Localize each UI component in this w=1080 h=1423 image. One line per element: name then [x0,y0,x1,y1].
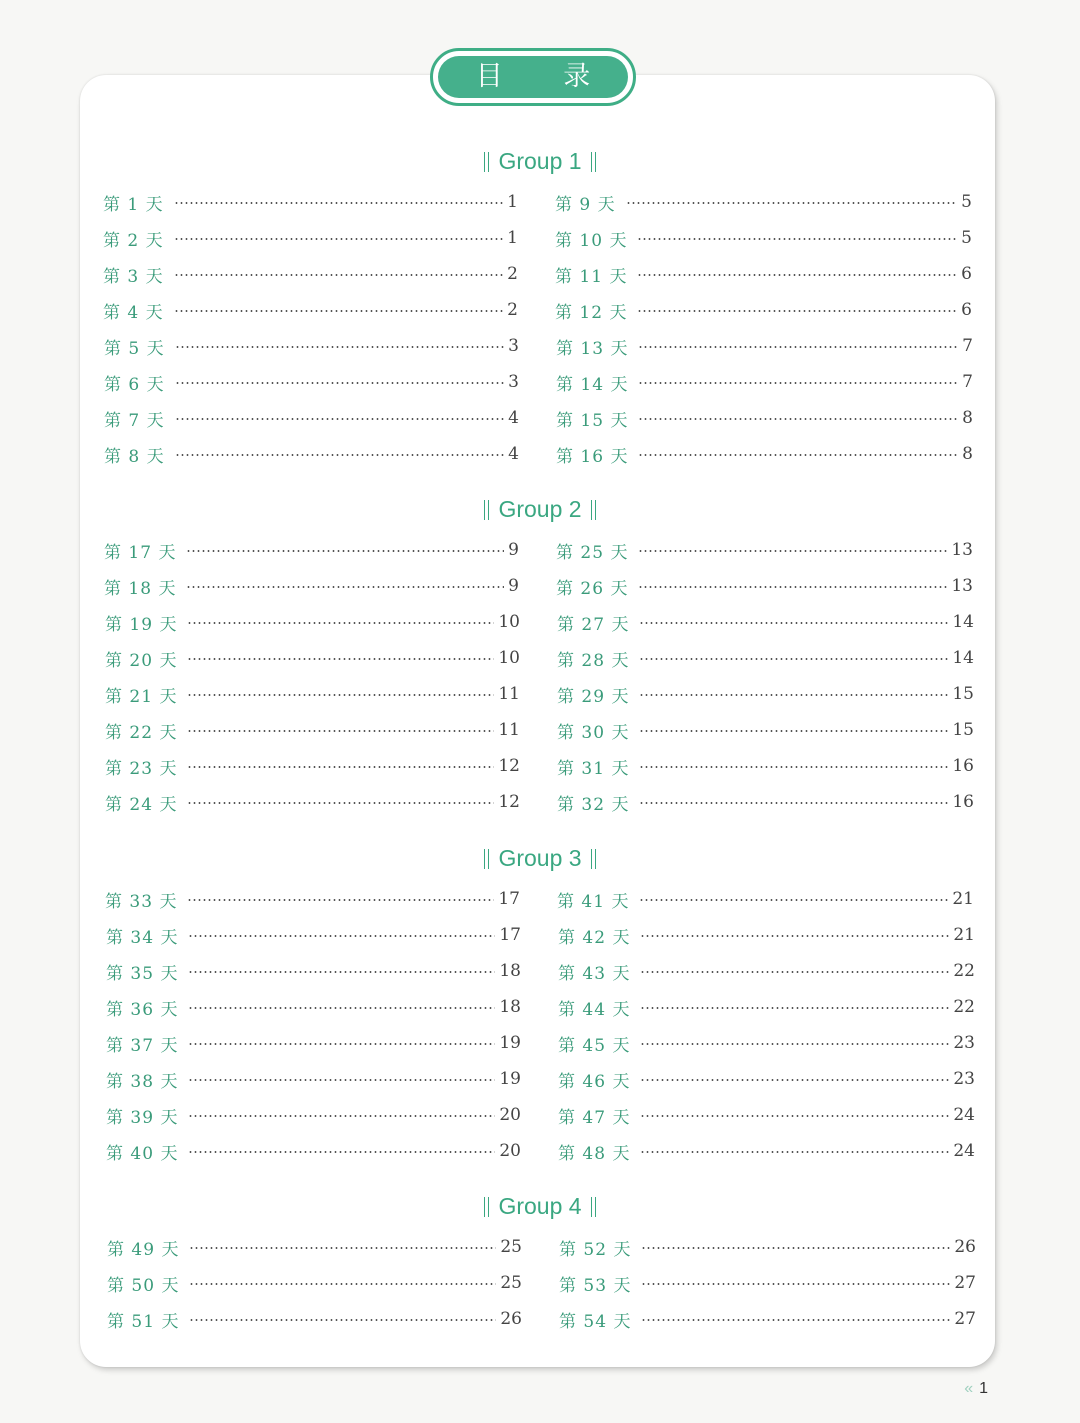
toc-entry-page: 8 [962,408,973,428]
dot-leader [641,1319,950,1321]
toc-entry-label: 第 13 天 [556,338,629,359]
dot-leader [188,1007,495,1009]
toc-entry-page: 24 [953,1141,975,1161]
toc-entry-label: 第 45 天 [558,1035,631,1056]
dot-leader [174,274,504,276]
toc-entry[interactable] [556,572,973,600]
toc-entry[interactable] [106,957,521,985]
toc-entry[interactable] [556,368,973,396]
toc-entry-page: 14 [952,612,974,632]
dot-leader [187,802,494,804]
toc-entry-label: 第 41 天 [557,891,630,912]
toc-entry[interactable] [555,260,972,288]
dot-leader [187,694,494,696]
group-heading [0,1191,1080,1221]
dot-leader [639,802,948,804]
toc-entry-label: 第 31 天 [557,758,630,779]
toc-entry[interactable] [555,188,972,216]
group-heading-text: Group 1 [498,148,582,174]
toc-entry-label: 第 11 天 [555,266,628,287]
toc-entry-label: 第 32 天 [557,794,630,815]
group-heading [0,494,1080,524]
toc-entry-page: 1 [507,228,518,248]
toc-entry[interactable] [558,1065,975,1093]
group-heading [0,146,1080,176]
toc-entry[interactable] [103,188,518,216]
toc-entry[interactable] [105,644,520,672]
double-bar-ornament [591,500,596,520]
toc-entry-page: 9 [508,540,519,560]
toc-entry-label: 第 30 天 [557,722,630,743]
double-bar-ornament [484,849,489,869]
dot-leader [640,935,949,937]
toc-entry-page: 23 [953,1033,975,1053]
toc-entry-label: 第 27 天 [557,614,630,635]
toc-entry-label: 第 19 天 [105,614,178,635]
dot-leader [175,382,505,384]
toc-entry-label: 第 38 天 [106,1071,179,1092]
toc-entry[interactable] [557,885,974,913]
dot-leader [175,346,505,348]
dot-leader [187,622,494,624]
toc-entry-label: 第 3 天 [103,266,164,287]
toc-entry-label: 第 10 天 [555,230,628,251]
toc-entry-label: 第 33 天 [105,891,178,912]
toc-entry-label: 第 47 天 [558,1107,631,1128]
toc-entry-label: 第 16 天 [556,446,629,467]
toc-entry-page: 21 [952,889,974,909]
dot-leader [187,730,494,732]
toc-entry[interactable] [557,680,974,708]
toc-entry[interactable] [558,1137,975,1165]
toc-entry-page: 11 [498,720,520,740]
dot-leader [641,1283,950,1285]
toc-entry[interactable] [104,572,519,600]
toc-entry[interactable] [556,332,973,360]
dot-leader [639,622,948,624]
toc-entry-label: 第 21 天 [105,686,178,707]
toc-entry[interactable] [104,440,519,468]
toc-entry-label: 第 43 天 [558,963,631,984]
toc-entry[interactable] [557,644,974,672]
toc-entry-page: 12 [498,792,520,812]
toc-entry[interactable] [106,1029,521,1057]
toc-entry-label: 第 34 天 [106,927,179,948]
toc-entry-page: 8 [962,444,973,464]
toc-entry-page: 4 [508,444,519,464]
toc-entry[interactable] [556,536,973,564]
toc-entry-label: 第 5 天 [104,338,165,359]
toc-entry-label: 第 18 天 [104,578,177,599]
toc-entry[interactable] [105,680,520,708]
toc-entry-page: 5 [961,192,972,212]
toc-entry-page: 11 [498,684,520,704]
double-bar-ornament [591,152,596,172]
dot-leader [186,550,504,552]
toc-entry-label: 第 49 天 [107,1239,180,1260]
toc-entry-page: 21 [953,925,975,945]
toc-entry[interactable] [558,1101,975,1129]
dot-leader [638,454,958,456]
toc-entry-page: 23 [953,1069,975,1089]
toc-entry-label: 第 6 天 [104,374,165,395]
toc-entry-page: 20 [499,1141,521,1161]
toc-entry-page: 25 [500,1237,522,1257]
group-heading-text: Group 4 [498,1193,582,1219]
toc-entry-label: 第 51 天 [107,1311,180,1332]
toc-entry[interactable] [106,921,521,949]
toc-entry-label: 第 53 天 [559,1275,632,1296]
toc-entry-page: 22 [953,961,975,981]
dot-leader [640,971,949,973]
double-bar-ornament [484,152,489,172]
dot-leader [639,658,948,660]
toc-entry[interactable] [105,608,520,636]
toc-entry-label: 第 24 天 [105,794,178,815]
dot-leader [638,418,958,420]
toc-entry-label: 第 26 天 [556,578,629,599]
dot-leader [188,971,495,973]
toc-entry-page: 26 [954,1237,976,1257]
toc-entry[interactable] [104,332,519,360]
toc-entry-page: 6 [961,264,972,284]
toc-entry[interactable] [104,404,519,432]
toc-entry-page: 3 [508,372,519,392]
toc-entry[interactable] [557,608,974,636]
toc-entry[interactable] [106,993,521,1021]
toc-entry-label: 第 15 天 [556,410,629,431]
toc-entry[interactable] [105,885,520,913]
dot-leader [637,238,957,240]
group-heading-text: Group 3 [498,845,582,871]
toc-entry-page: 17 [498,889,520,909]
toc-entry-label: 第 50 天 [107,1275,180,1296]
toc-entry-label: 第 40 天 [106,1143,179,1164]
toc-entry-page: 19 [499,1069,521,1089]
toc-entry-page: 1 [507,192,518,212]
toc-entry[interactable] [104,536,519,564]
group-heading-text: Group 2 [498,496,582,522]
dot-leader [640,1151,949,1153]
toc-entry-page: 12 [498,756,520,776]
toc-entry[interactable] [559,1233,976,1261]
toc-entry[interactable] [555,224,972,252]
toc-entry[interactable] [559,1305,976,1333]
dot-leader [175,454,505,456]
toc-entry[interactable] [103,260,518,288]
dot-leader [189,1283,496,1285]
toc-entry-label: 第 37 天 [106,1035,179,1056]
dot-leader [639,730,948,732]
double-bar-ornament [484,1197,489,1217]
toc-entry-page: 10 [498,648,520,668]
toc-entry[interactable] [107,1233,522,1261]
dot-leader [638,346,958,348]
dot-leader [188,1079,495,1081]
toc-entry-label: 第 1 天 [103,194,164,215]
toc-entry-page: 10 [498,612,520,632]
toc-title-badge [430,48,636,106]
dot-leader [639,766,948,768]
toc-entry-label: 第 22 天 [105,722,178,743]
toc-entry[interactable] [557,716,974,744]
toc-entry-page: 24 [953,1105,975,1125]
toc-entry-page: 3 [508,336,519,356]
toc-entry-page: 20 [499,1105,521,1125]
toc-entry[interactable] [556,404,973,432]
toc-entry-page: 6 [961,300,972,320]
toc-entry-label: 第 44 天 [558,999,631,1020]
toc-entry-label: 第 23 天 [105,758,178,779]
dot-leader [186,586,504,588]
toc-entry[interactable] [105,716,520,744]
toc-entry[interactable] [104,368,519,396]
dot-leader [637,310,957,312]
toc-entry-page: 7 [962,372,973,392]
dot-leader [187,658,494,660]
toc-entry-page: 17 [499,925,521,945]
toc-entry-page: 19 [499,1033,521,1053]
toc-entry-label: 第 35 天 [106,963,179,984]
toc-entry-page: 13 [951,540,973,560]
toc-entry[interactable] [557,752,974,780]
dot-leader [175,418,505,420]
toc-entry-label: 第 4 天 [103,302,164,323]
dot-leader [174,238,504,240]
toc-entry-page: 27 [954,1273,976,1293]
toc-entry-page: 14 [952,648,974,668]
toc-entry-page: 18 [499,997,521,1017]
dot-leader [640,1007,949,1009]
toc-entry-page: 27 [954,1309,976,1329]
toc-entry-label: 第 17 天 [104,542,177,563]
toc-entry[interactable] [107,1269,522,1297]
dot-leader [638,586,947,588]
toc-entry[interactable] [106,1137,521,1165]
toc-entry-page: 15 [952,720,974,740]
toc-entry[interactable] [103,224,518,252]
dot-leader [174,202,504,204]
toc-entry-page: 7 [962,336,973,356]
double-bar-ornament [484,500,489,520]
dot-leader [639,899,948,901]
toc-entry-label: 第 39 天 [106,1107,179,1128]
toc-entry[interactable] [106,1101,521,1129]
dot-leader [187,766,494,768]
toc-entry-label: 第 48 天 [558,1143,631,1164]
page-footer [964,1380,988,1398]
dot-leader [188,1043,495,1045]
double-chevron-left-icon: « [964,1380,972,1397]
toc-entry[interactable] [558,957,975,985]
dot-leader [640,1079,949,1081]
toc-entry[interactable] [105,788,520,816]
toc-entry[interactable] [107,1305,522,1333]
dot-leader [188,1115,495,1117]
toc-entry-page: 22 [953,997,975,1017]
dot-leader [188,1151,495,1153]
toc-entry-page: 9 [508,576,519,596]
dot-leader [189,1247,496,1249]
toc-entry-label: 第 29 天 [557,686,630,707]
toc-entry[interactable] [558,1029,975,1057]
toc-entry-page: 15 [952,684,974,704]
toc-entry[interactable] [559,1269,976,1297]
toc-entry-label: 第 54 天 [559,1311,632,1332]
toc-entry-label: 第 42 天 [558,927,631,948]
toc-title: 目 录 [438,56,628,98]
double-bar-ornament [591,1197,596,1217]
dot-leader [626,202,958,204]
toc-entry-label: 第 25 天 [556,542,629,563]
toc-entry[interactable] [556,440,973,468]
toc-entry[interactable] [103,296,518,324]
dot-leader [638,550,947,552]
toc-entry-label: 第 36 天 [106,999,179,1020]
dot-leader [640,1043,949,1045]
toc-entry-label: 第 8 天 [104,446,165,467]
toc-entry-page: 26 [500,1309,522,1329]
toc-entry-label: 第 12 天 [555,302,628,323]
dot-leader [637,274,957,276]
toc-entry[interactable] [557,788,974,816]
double-bar-ornament [591,849,596,869]
toc-entry-label: 第 2 天 [103,230,164,251]
page-number: 1 [979,1380,988,1397]
toc-entry[interactable] [558,993,975,1021]
toc-entry-page: 2 [507,300,518,320]
toc-entry-page: 5 [961,228,972,248]
toc-entry-page: 18 [499,961,521,981]
toc-entry[interactable] [106,1065,521,1093]
dot-leader [187,899,494,901]
toc-entry[interactable] [105,752,520,780]
dot-leader [638,382,958,384]
dot-leader [189,1319,496,1321]
dot-leader [639,694,948,696]
toc-entry-page: 16 [952,792,974,812]
toc-entry[interactable] [558,921,975,949]
toc-entry-page: 25 [500,1273,522,1293]
dot-leader [174,310,504,312]
dot-leader [641,1247,950,1249]
toc-entry-label: 第 52 天 [559,1239,632,1260]
toc-entry-page: 4 [508,408,519,428]
group-heading [0,843,1080,873]
toc-entry-label: 第 9 天 [555,194,616,215]
toc-entry-label: 第 14 天 [556,374,629,395]
toc-entry-page: 13 [951,576,973,596]
toc-entry-label: 第 46 天 [558,1071,631,1092]
toc-entry-label: 第 28 天 [557,650,630,671]
dot-leader [640,1115,949,1117]
toc-entry[interactable] [555,296,972,324]
toc-entry-label: 第 20 天 [105,650,178,671]
toc-entry-page: 16 [952,756,974,776]
toc-entry-label: 第 7 天 [104,410,165,431]
toc-entry-page: 2 [507,264,518,284]
dot-leader [188,935,495,937]
